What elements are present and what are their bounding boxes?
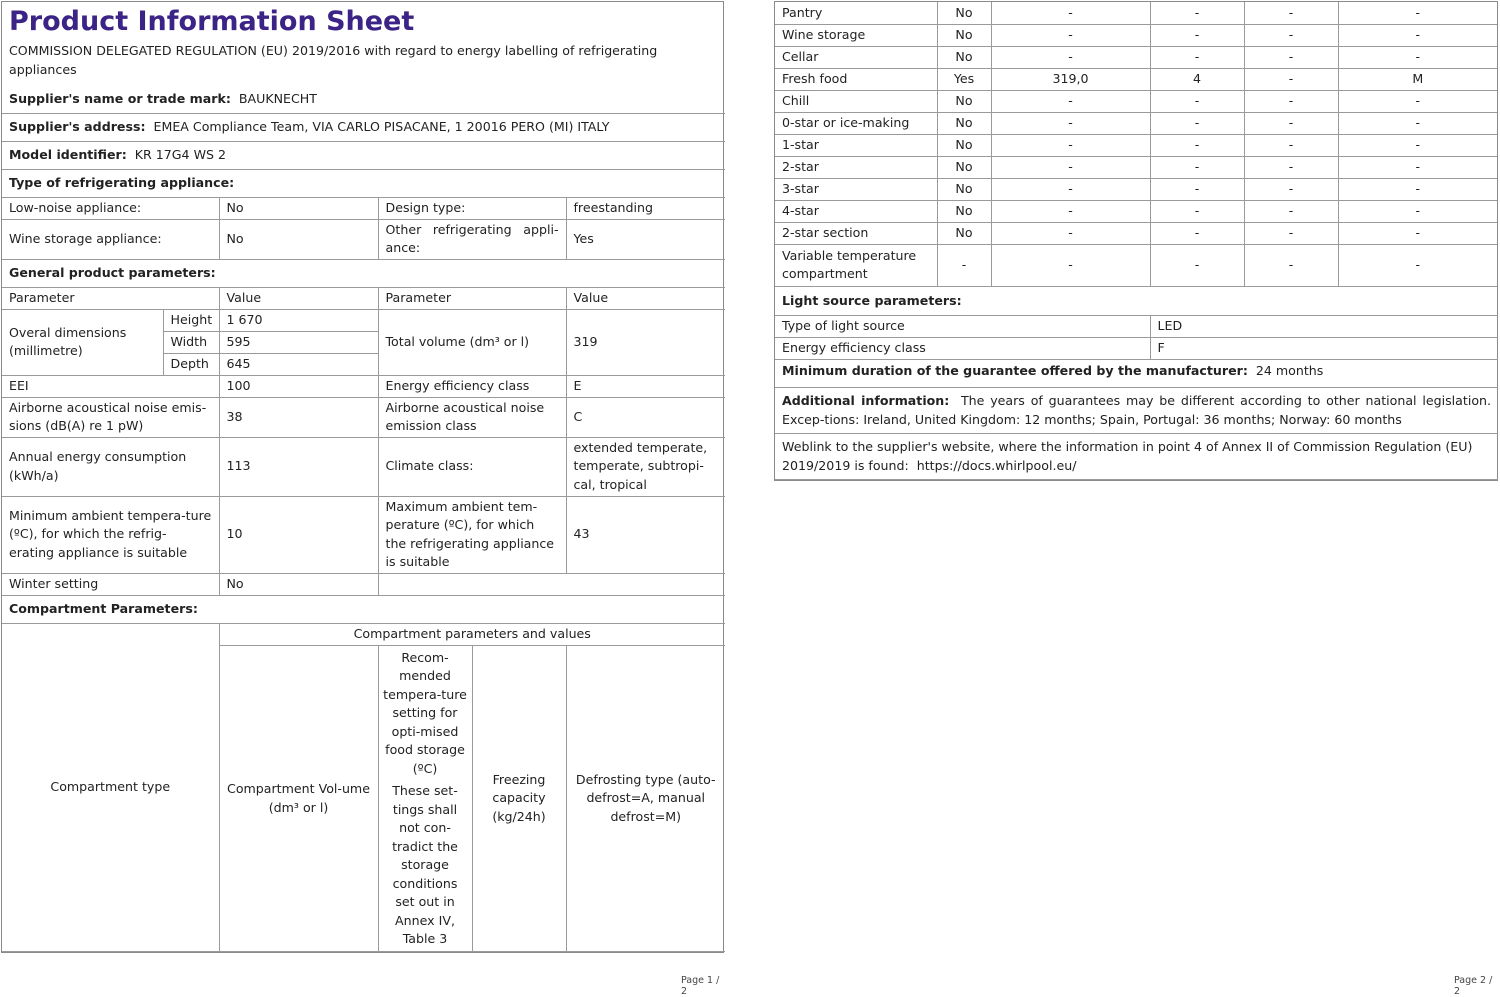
compartment-row [775,134,1497,156]
compartment-present: Yes [937,68,991,90]
compartment-freezing: - [1244,112,1338,134]
compartment-row [775,46,1497,68]
compartment-volume: - [991,2,1150,24]
compartment-row [775,2,1497,24]
sheet-table [2,85,725,624]
compartment-row [775,244,1497,286]
other-appliance-value: Yes [566,219,725,259]
additional-info-text: The years of guarantees may be different according to other national legislation. Excep-tions: Ireland, United Kingdom: 12 months; Spain, Portugal: 36 months; Norway: 60 months [782,393,1492,427]
compartment-volume: - [991,24,1150,46]
light-type-value: LED [1150,316,1498,338]
compartment-temp: - [1150,90,1244,112]
compartment-name: Wine storage [775,24,937,46]
supplier-name: BAUKNECHT [238,90,317,106]
model-identifier-label: Model identifier: [9,146,127,162]
compartment-row [775,222,1497,244]
height-value: 1 670 [219,309,378,331]
light-class-label: Energy efficiency class [775,338,1150,360]
weblink-url[interactable]: https://docs.whirlpool.eu/ [916,457,1077,473]
compartment-name: 4-star [775,200,937,222]
design-type-value: freestanding [566,197,725,219]
weblink-text: Weblink to the supplier's website, where the information in point 4 of Annex II of Commission Regulation (EU) 2019/2019 is found: [782,439,1473,473]
compartment-temp: - [1150,134,1244,156]
compartment-heading: Compartment Parameters: [2,595,725,623]
compartment-defrost: M [1338,68,1497,90]
model-identifier-row [2,141,725,169]
energy-class-label: Energy efficiency class [378,375,566,397]
total-volume-label: Total volume (dm³ or l) [378,309,566,375]
compartment-volume: - [991,90,1150,112]
compartment-freezing: - [1244,24,1338,46]
compartment-volume: - [991,244,1150,286]
dimensions-label: Overal dimensions (millimetre) [2,309,163,375]
climate-class-value: extended temperate, temperate, subtropi-cal, tropical [566,437,725,496]
page-title: Product Information Sheet [9,6,415,37]
other-appliance-label: Other refrigerating appli-ance: [378,219,566,259]
compartment-volume: - [991,134,1150,156]
compartment-volume-header: Compartment Vol-ume (dm³ or l) [219,646,378,952]
compartment-present: No [937,112,991,134]
compartment-values-header: Compartment parameters and values [219,624,725,646]
compartment-freezing: - [1244,178,1338,200]
guarantee-label: Minimum duration of the guarantee offered by the manufacturer: [782,363,1248,378]
light-class-value: F [1150,338,1498,360]
compartment-name: 3-star [775,178,937,200]
compartment-volume: - [991,222,1150,244]
compartment-row [775,178,1497,200]
compartment-freezing: - [1244,156,1338,178]
light-type-label: Type of light source [775,316,1150,338]
compartment-volume: 319,0 [991,68,1150,90]
compartment-present: No [937,46,991,68]
compartment-present: No [937,2,991,24]
noise-class-label: Airborne acoustical noise emission class [378,397,566,437]
energy-class-value: E [566,375,725,397]
noise-emission-value: 38 [219,397,378,437]
page-number-2: Page 2 / 2 [1454,975,1493,997]
compartment-freezing: - [1244,68,1338,90]
compartment-volume: - [991,46,1150,68]
annual-energy-label: Annual energy consumption (kWh/a) [2,437,219,496]
min-temp-value: 10 [219,496,378,573]
compartment-name: 2-star section [775,222,937,244]
compartment-present: No [937,178,991,200]
compartment-temp: - [1150,156,1244,178]
compartment-name: Variable temperature compartment [775,244,937,286]
compartment-present: No [937,134,991,156]
compartment-present: No [937,200,991,222]
compartment-freezing: - [1244,222,1338,244]
compartment-temp: - [1150,200,1244,222]
compartment-row [775,156,1497,178]
width-label: Width [163,331,219,353]
recommended-temp-note: These set-tings shall not con-tradict the storage conditions set out in Annex IV, Table 3 [392,783,458,946]
max-temp-value: 43 [566,496,725,573]
supplier-address: EMEA Compliance Team, VIA CARLO PISACANE, 1 20016 PERO (MI) ITALY [153,118,610,134]
light-source-heading: Light source parameters: [775,287,1498,316]
parameter-header-1: Parameter [2,287,219,309]
compartment-name: Fresh food [775,68,937,90]
noise-emission-label: Airborne acoustical noise emis-sions (dB(A) re 1 pW) [2,397,219,437]
light-guarantee-table [775,287,1498,481]
defrosting-type-header: Defrosting type (auto-defrost=A, manual defrost=M) [566,646,725,952]
height-label: Height [163,309,219,331]
supplier-name-label: Supplier's name or trade mark: [9,90,231,106]
eei-label: EEI [2,375,219,397]
compartment-defrost: - [1338,222,1497,244]
compartment-temp: - [1150,178,1244,200]
page-2 [774,0,1500,997]
compartment-defrost: - [1338,112,1497,134]
compartment-row [775,90,1497,112]
climate-class-label: Climate class: [378,437,566,496]
supplier-address-label: Supplier's address: [9,118,146,134]
compartment-freezing: - [1244,90,1338,112]
compartment-volume: - [991,178,1150,200]
supplier-name-row [2,85,725,113]
compartment-temp: - [1150,244,1244,286]
design-type-label: Design type: [378,197,566,219]
min-temp-label: Minimum ambient tempera-ture (ºC), for which the refrig-erating appliance is suitable [2,496,219,573]
value-header-1: Value [219,287,378,309]
compartment-table [775,2,1497,287]
compartment-freezing: - [1244,244,1338,286]
supplier-address-row [2,113,725,141]
compartment-present: - [937,244,991,286]
compartment-header-table [2,624,725,953]
compartment-defrost: - [1338,46,1497,68]
compartment-defrost: - [1338,156,1497,178]
regulation-text: COMMISSION DELEGATED REGULATION (EU) 2019/2016 with regard to energy labelling of refrigerating appliances [9,43,658,77]
compartment-defrost: - [1338,90,1497,112]
compartment-defrost: - [1338,24,1497,46]
compartment-volume: - [991,200,1150,222]
guarantee-value: 24 months [1255,363,1324,378]
compartment-temp: - [1150,46,1244,68]
total-volume-value: 319 [566,309,725,375]
general-parameters-heading: General product parameters: [2,259,725,287]
wine-storage-label: Wine storage appliance: [2,219,219,259]
low-noise-label: Low-noise appliance: [2,197,219,219]
type-heading: Type of refrigerating appliance: [2,169,725,197]
weblink-row [775,434,1498,480]
compartment-freezing: - [1244,46,1338,68]
compartment-freezing: - [1244,134,1338,156]
freezing-capacity-header: Freezing capacity (kg/24h) [472,646,566,952]
low-noise-value: No [219,197,378,219]
recommended-temp-text: Recom-mended tempera-ture setting for opti-mised food storage (ºC) [383,649,467,776]
empty-cell [378,573,725,595]
compartment-defrost: - [1338,134,1497,156]
compartment-name: 1-star [775,134,937,156]
compartment-row [775,112,1497,134]
width-value: 595 [219,331,378,353]
depth-label: Depth [163,353,219,375]
annual-energy-value: 113 [219,437,378,496]
compartment-name: Pantry [775,2,937,24]
compartment-temp: - [1150,222,1244,244]
compartment-freezing: - [1244,200,1338,222]
compartment-temp: - [1150,24,1244,46]
compartment-defrost: - [1338,178,1497,200]
compartment-row [775,200,1497,222]
compartment-volume: - [991,112,1150,134]
value-header-2: Value [566,287,725,309]
additional-info-row [775,388,1498,434]
compartment-present: No [937,90,991,112]
compartment-defrost: - [1338,2,1497,24]
compartment-type-header: Compartment type [2,624,219,952]
noise-class-value: C [566,397,725,437]
product-information-sheet-continued [774,1,1498,481]
compartment-name: Cellar [775,46,937,68]
winter-setting-value: No [219,573,378,595]
compartment-defrost: - [1338,244,1497,286]
page-1 [0,0,726,997]
guarantee-row [775,360,1498,388]
compartment-defrost: - [1338,200,1497,222]
recommended-temp-header [378,646,472,952]
compartment-temp: - [1150,112,1244,134]
compartment-name: 0-star or ice-making [775,112,937,134]
page-number-1: Page 1 / 2 [681,975,720,997]
compartment-present: No [937,24,991,46]
winter-setting-label: Winter setting [2,573,219,595]
compartment-freezing: - [1244,2,1338,24]
compartment-present: No [937,222,991,244]
compartment-name: 2-star [775,156,937,178]
compartment-present: No [937,156,991,178]
model-identifier: KR 17G4 WS 2 [134,146,227,162]
compartment-row [775,68,1497,90]
wine-storage-value: No [219,219,378,259]
max-temp-label: Maximum ambient tem-perature (ºC), for which the refrigerating appliance is suitable [378,496,566,573]
parameter-header-2: Parameter [378,287,566,309]
compartment-temp: - [1150,2,1244,24]
eei-value: 100 [219,375,378,397]
additional-info-label: Additional information: [782,393,950,408]
compartment-volume: - [991,156,1150,178]
product-information-sheet [1,1,724,953]
compartment-name: Chill [775,90,937,112]
compartment-temp: 4 [1150,68,1244,90]
compartment-row [775,24,1497,46]
depth-value: 645 [219,353,378,375]
